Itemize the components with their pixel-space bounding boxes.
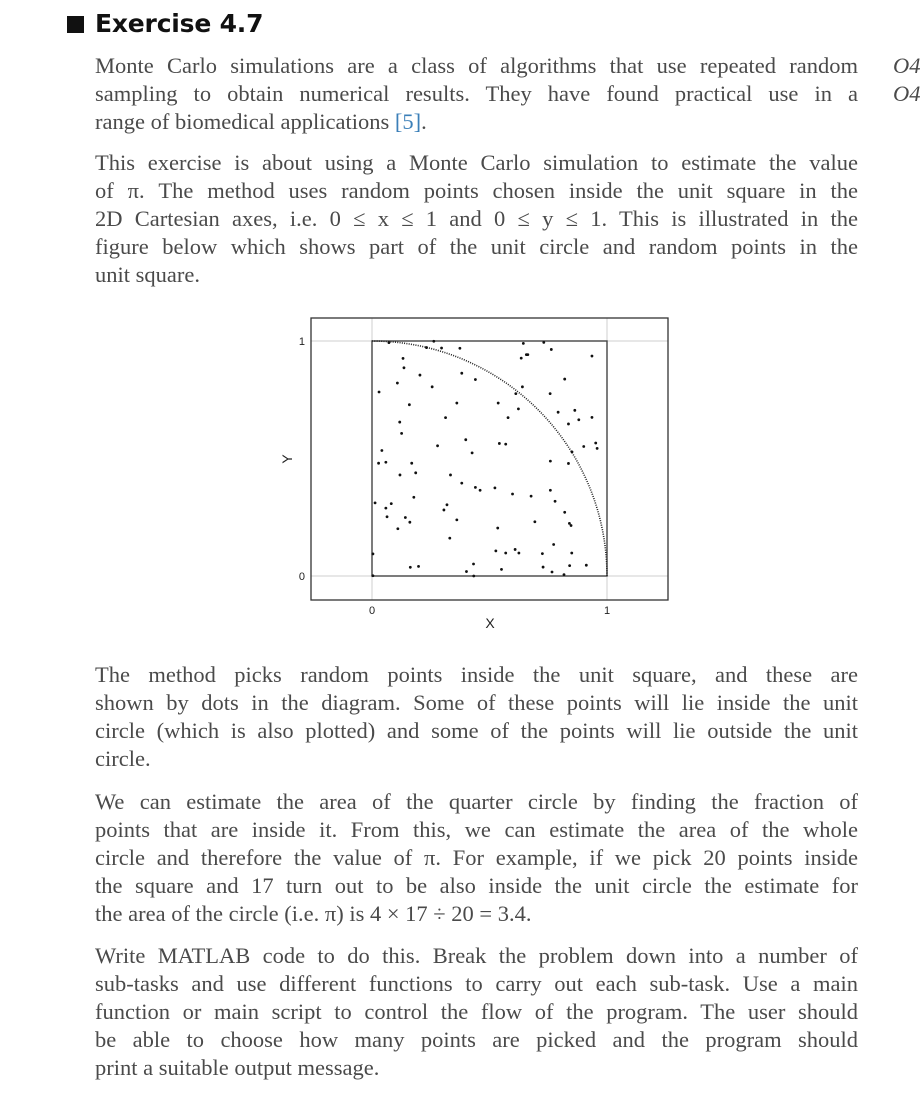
scatter-plot: [270, 310, 680, 640]
data-point: [568, 564, 571, 567]
data-point: [455, 402, 458, 405]
data-point: [474, 378, 477, 381]
data-point: [594, 442, 597, 445]
exercise-heading: [67, 6, 263, 40]
text-line: 2D Cartesian axes, i.e. 0 ≤ x ≤ 1 and 0 ≤ y ≤ 1. This is illustrated in the: [95, 206, 858, 231]
x-tick-label: 0: [368, 605, 376, 617]
data-point: [396, 527, 399, 530]
data-point: [410, 462, 413, 465]
data-point: [408, 521, 411, 524]
data-point: [570, 524, 573, 527]
text-line: be able to choose how many points are picked and the program should: [95, 1027, 858, 1052]
text-line: figure below which shows part of the unit circle and random points in the: [95, 234, 858, 259]
data-point: [591, 355, 594, 358]
exercise-title: Exercise 4.7: [95, 8, 264, 38]
data-point: [409, 566, 412, 569]
data-point: [419, 374, 422, 377]
data-point: [378, 391, 381, 394]
data-point: [390, 502, 393, 505]
text-line: sampling to obtain numerical results. They have found practical use in a: [95, 81, 858, 106]
data-point: [494, 486, 497, 489]
data-point: [571, 451, 574, 454]
data-point: [417, 565, 420, 568]
paragraph-method: [95, 661, 858, 773]
data-point: [408, 403, 411, 406]
data-point: [448, 537, 451, 540]
data-point: [570, 552, 573, 555]
data-point: [577, 418, 580, 421]
data-point: [498, 442, 501, 445]
data-point: [517, 408, 520, 411]
data-point: [403, 366, 406, 369]
data-point: [474, 486, 477, 489]
paragraph-description: [95, 149, 858, 289]
data-point: [386, 515, 389, 518]
data-point: [507, 416, 510, 419]
data-point: [582, 445, 585, 448]
data-point: [542, 341, 545, 344]
data-point: [549, 460, 552, 463]
data-point: [554, 500, 557, 503]
x-axis-label: X: [485, 615, 495, 631]
data-point: [504, 443, 507, 446]
data-point: [384, 507, 387, 510]
data-point: [552, 543, 555, 546]
data-point: [551, 571, 554, 574]
data-point: [402, 357, 405, 360]
data-point: [455, 518, 458, 521]
text-line: Write MATLAB code to do this. Break the problem down into a number of: [95, 943, 858, 968]
data-point: [431, 385, 434, 388]
quarter-circle-curve: [372, 341, 607, 576]
data-point: [479, 489, 482, 492]
data-point: [436, 444, 439, 447]
data-point: [460, 372, 463, 375]
data-point: [585, 564, 588, 567]
data-point: [380, 449, 383, 452]
data-point: [388, 341, 391, 344]
data-point: [440, 347, 443, 350]
text-line: sub-tasks and use different functions to carry out each sub-task. Use a main: [95, 971, 858, 996]
margin-note: O4: [893, 53, 920, 78]
data-point: [444, 416, 447, 419]
data-point: [549, 489, 552, 492]
data-point: [514, 392, 517, 395]
paragraph-task: [95, 942, 858, 1082]
data-point: [472, 563, 475, 566]
text-line-with-citation: range of biomedical applications [5].: [95, 109, 427, 134]
paragraph-intro: [95, 52, 858, 136]
y-axis-label: Y: [279, 454, 295, 464]
data-point: [372, 574, 375, 577]
data-point: [443, 509, 446, 512]
data-point: [596, 447, 599, 450]
data-point: [573, 409, 576, 412]
axes-frame: [311, 318, 668, 600]
text-line: We can estimate the area of the quarter circle by finding the fraction of: [95, 789, 858, 814]
text-line: shown by dots in the diagram. Some of these points will lie inside the unit: [95, 690, 858, 715]
y-tick-label: 0: [298, 571, 305, 583]
data-point: [414, 471, 417, 474]
data-point: [404, 516, 407, 519]
data-point: [465, 570, 468, 573]
data-point: [533, 520, 536, 523]
data-point: [567, 423, 570, 426]
paragraph-estimate: [95, 788, 858, 928]
text-line: Monte Carlo simulations are a class of algorithms that use repeated random: [95, 53, 858, 78]
data-point: [460, 482, 463, 485]
text-line: print a suitable output message.: [95, 1055, 380, 1080]
citation-link[interactable]: [5]: [394, 109, 422, 134]
data-point: [396, 382, 399, 385]
data-point: [374, 502, 377, 505]
data-point: [464, 438, 467, 441]
text-line: unit square.: [95, 262, 200, 287]
data-point: [377, 462, 380, 465]
data-point: [522, 342, 525, 345]
text-line: circle and therefore the value of π. For example, if we pick 20 points inside: [95, 845, 858, 870]
data-point: [446, 503, 449, 506]
text-line: the square and 17 turn out to be also inside the unit circle the estimate for: [95, 873, 858, 898]
y-tick-label: 1: [298, 336, 305, 348]
data-point: [567, 462, 570, 465]
data-point: [526, 353, 529, 356]
data-point: [591, 416, 594, 419]
data-point: [511, 493, 514, 496]
text-line: points that are inside it. From this, we can estimate the area of the whole: [95, 817, 858, 842]
data-point: [372, 553, 375, 556]
data-point: [542, 566, 545, 569]
data-point: [494, 549, 497, 552]
data-point: [530, 495, 533, 498]
text-line: of π. The method uses random points chosen inside the unit square in the: [95, 178, 858, 203]
text-line: circle (which is also plotted) and some of the points will lie outside the unit: [95, 718, 858, 743]
data-point: [432, 340, 435, 343]
x-tick-label: 1: [603, 605, 611, 617]
unit-square: [372, 341, 607, 576]
data-point: [521, 385, 524, 388]
data-point: [458, 347, 461, 350]
data-point: [514, 548, 517, 551]
data-point: [472, 575, 475, 578]
text-line: The method picks random points inside the unit square, and these are: [95, 662, 858, 687]
data-point: [400, 432, 403, 435]
data-point: [563, 573, 566, 576]
data-point: [497, 402, 500, 405]
data-point: [557, 411, 560, 414]
data-point: [398, 421, 401, 424]
data-point: [520, 357, 523, 360]
data-point: [541, 552, 544, 555]
data-point: [471, 451, 474, 454]
data-point: [549, 392, 552, 395]
text-line: function or main script to control the flow of the program. The user should: [95, 999, 858, 1024]
data-point: [517, 552, 520, 555]
text-line: the area of the circle (i.e. π) is 4 × 17 ÷ 20 = 3.4.: [95, 901, 532, 926]
data-point: [500, 568, 503, 571]
text-line: This exercise is about using a Monte Carlo simulation to estimate the value: [95, 150, 858, 175]
data-point: [449, 474, 452, 477]
data-point: [550, 348, 553, 351]
text-line: circle.: [95, 746, 151, 771]
data-point: [384, 461, 387, 464]
data-point: [399, 474, 402, 477]
data-point: [496, 527, 499, 530]
data-point: [563, 378, 566, 381]
margin-note: O4: [893, 81, 920, 106]
monte-carlo-figure: [270, 310, 680, 640]
data-point: [563, 511, 566, 514]
data-point: [425, 346, 428, 349]
data-point: [412, 496, 415, 499]
data-point: [504, 552, 507, 555]
square-bullet-icon: [67, 16, 84, 33]
